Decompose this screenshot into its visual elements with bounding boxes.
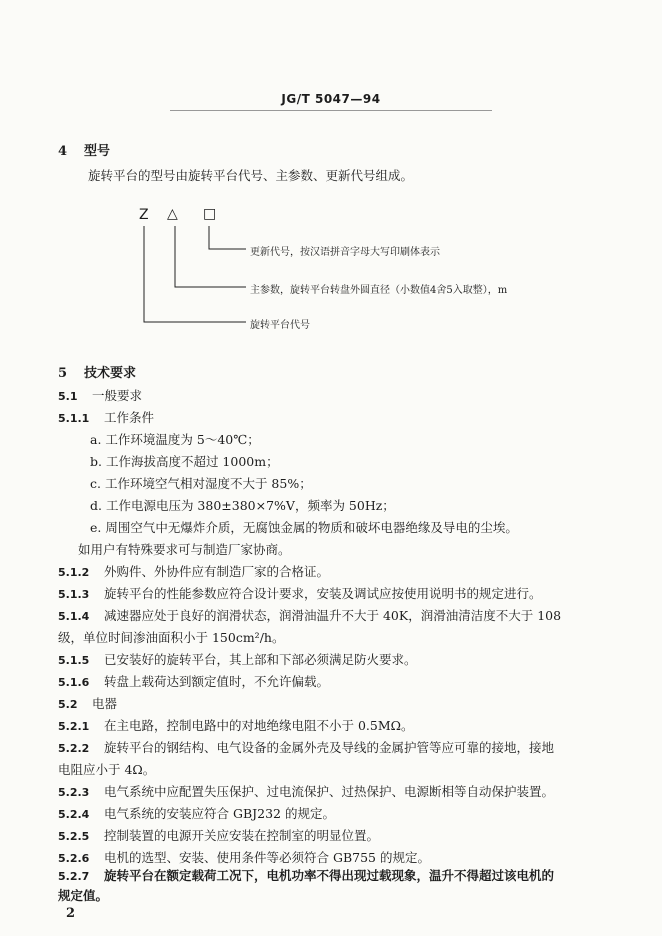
condition-note: 如用户有特殊要求可与制造厂家协商。 [78,542,291,557]
clause-number: 5.2.6 [58,852,90,865]
section-4-intro: 旋转平台的型号由旋转平台代号、主参数、更新代号组成。 [88,168,414,183]
section-5-2-5 [58,828,604,845]
condition-item-c: c. 工作环境空气相对湿度不大于 85%； [90,476,312,491]
clause-text: 控制装置的电源开关应安装在控制室的明显位置。 [104,828,380,843]
section-5-1 [58,388,604,405]
section-5-1-6 [58,674,604,691]
clause-text: 电气系统中应配置失压保护、过电流保护、过热保护、电源断相等自动保护装置。 [104,784,555,799]
section-5-2-4 [58,806,604,823]
section-4-number: 4 [58,144,68,159]
section-5-1-4-cont: 级，单位时间渗油面积小于 150cm²/h。 [58,630,285,645]
section-5-2-2-cont: 电阻应小于 4Ω。 [58,762,156,777]
clause-number: 5.1.3 [58,588,90,601]
clause-text: 减速器应处于良好的润滑状态，润滑油温升不大于 40K，润滑油清洁度不大于 108 [104,608,562,623]
standard-code-header: JG/T 5047—94 [281,92,381,106]
clause-number: 5.2.2 [58,742,90,755]
section-5-2 [58,696,604,713]
section-5-title: 技术要求 [84,366,137,381]
section-5-1-4 [58,608,604,625]
clause-title: 电器 [92,696,118,711]
section-5-2-2 [58,740,604,757]
section-5-heading [58,362,136,381]
clause-text: 旋转平台在额定载荷工况下，电机功率不得出现过载现象，温升不得超过该电机的 [104,868,555,883]
clause-number: 5.2.7 [58,870,90,883]
label-main-parameter: 主参数，旋转平台转盘外圆直径（小数值4舍5入取整），m [250,285,508,296]
section-5-number: 5 [58,366,68,381]
section-5-1-1 [58,410,604,427]
page-number: 2 [66,906,76,921]
clause-number: 5.2.4 [58,808,90,821]
clause-number: 5.1.1 [58,412,90,425]
clause-number: 5.2.1 [58,720,90,733]
code-square: □ [203,206,217,222]
clause-text: 电气系统的安装应符合 GBJ232 的规定。 [104,806,335,821]
code-letter-z: Z [139,207,149,223]
clause-text: 电机的选型、安装、使用条件等必须符合 GB755 的规定。 [104,850,430,865]
clause-text: 外购件、外协件应有制造厂家的合格证。 [104,564,330,579]
section-5-2-6 [58,850,604,867]
section-5-1-2 [58,564,604,581]
condition-item-d: d. 工作电源电压为 380±380×7%V，频率为 50Hz； [90,498,395,513]
model-code-diagram-lines [0,0,662,400]
section-5-1-5 [58,652,604,669]
condition-item-e: e. 周围空气中无爆炸介质，无腐蚀金属的物质和破坏电器绝缘及导电的尘埃。 [90,520,518,535]
code-triangle: △ [167,206,178,222]
clause-title: 工作条件 [104,410,155,425]
section-5-2-7-cont: 规定值。 [58,888,109,903]
clause-number: 5.1.4 [58,610,90,623]
clause-text: 在主电路，控制电路中的对地绝缘电阻不小于 0.5MΩ。 [104,718,414,733]
condition-item-b: b. 工作海拔高度不超过 1000m； [90,454,279,469]
section-4-title: 型号 [84,144,111,159]
clause-text: 转盘上载荷达到额定值时，不允许偏载。 [104,674,330,689]
section-5-2-7 [58,868,604,885]
leader-code [144,226,246,322]
label-platform-code: 旋转平台代号 [250,320,310,331]
leader-main [175,226,246,287]
clause-number: 5.2.5 [58,830,90,843]
clause-text: 已安装好的旋转平台，其上部和下部必须满足防火要求。 [104,652,417,667]
clause-number: 5.2.3 [58,786,90,799]
clause-number: 5.1 [58,390,78,403]
section-5-2-1 [58,718,604,735]
clause-title: 一般要求 [92,388,143,403]
clause-number: 5.1.6 [58,676,90,689]
clause-text: 旋转平台的钢结构、电气设备的金属外壳及导线的金属护管等应可靠的接地，接地 [104,740,555,755]
label-update-code: 更新代号，按汉语拼音字母大写印刷体表示 [250,247,440,258]
clause-number: 5.1.2 [58,566,90,579]
section-5-2-3 [58,784,604,801]
section-5-1-3 [58,586,604,603]
leader-update [209,226,246,249]
clause-text: 旋转平台的性能参数应符合设计要求，安装及调试应按使用说明书的规定进行。 [104,586,542,601]
clause-number: 5.1.5 [58,654,90,667]
condition-item-a: a. 工作环境温度为 5～40℃； [90,432,260,447]
clause-number: 5.2 [58,698,78,711]
